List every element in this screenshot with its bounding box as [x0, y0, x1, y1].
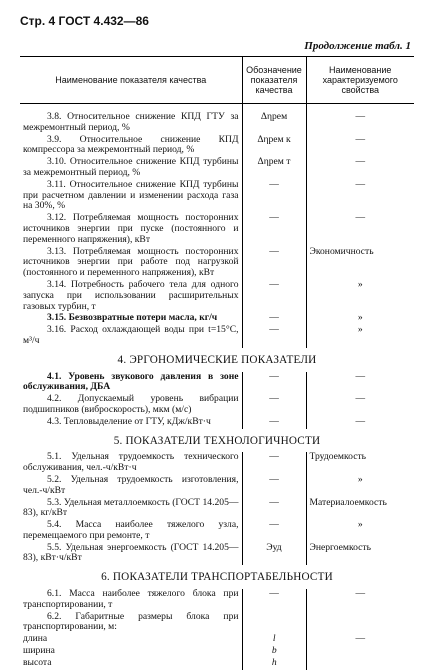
section-title: 5. ПОКАЗАТЕЛИ ТЕХНОЛОГИЧНОСТИ	[113, 434, 321, 447]
indicator-name: 3.9. Относительное снижение КПД компрессора за межремонтный период, %	[23, 133, 239, 156]
indicator-property: —	[306, 417, 414, 429]
indicator-property: »	[306, 325, 414, 348]
table-row	[20, 612, 414, 635]
indicator-property	[306, 658, 414, 670]
table-row	[20, 213, 414, 246]
indicator-name: 5.1. Удельная трудоемкость технического обслуживания, чел.-ч/кВт·ч	[23, 451, 239, 474]
page-header: Стр. 4 ГОСТ 4.432—86	[20, 14, 149, 28]
table-row	[20, 646, 414, 658]
indicator-name: 3.14. Потребность рабочего тела для одного запуска при использовании расширительных газовых турбин, т	[23, 278, 239, 312]
indicator-symbol: —	[242, 372, 306, 395]
section-title: 6. ПОКАЗАТЕЛИ ТРАНСПОРТАБЕЛЬНОСТИ	[101, 571, 333, 584]
indicator-name: 3.12. Потребляемая мощность посторонних источников энергии при пуске (постоянного и переменного напряжения), кВт	[23, 212, 239, 245]
table-row	[20, 247, 414, 280]
table-row	[20, 417, 414, 429]
indicator-property: Материалоемкость	[306, 498, 414, 521]
table-row	[20, 325, 414, 348]
table-continuation-label: Продолжение табл. 1	[304, 40, 411, 52]
table-row	[20, 452, 414, 475]
indicator-name: 6.2. Габаритные размеры блока при транспортировании, м:	[23, 610, 239, 633]
indicator-symbol: —	[242, 325, 306, 348]
column-header-property: Наименование характеризуемого свойства	[306, 57, 414, 104]
indicator-name: длина	[23, 633, 48, 645]
table-row	[20, 280, 414, 313]
indicator-property: »	[306, 313, 414, 325]
indicator-property: Энергоемкость	[306, 543, 414, 566]
quality-indicators-table	[20, 56, 414, 670]
table-header-row	[20, 57, 414, 104]
indicator-symbol: —	[242, 417, 306, 429]
indicator-name: 4.1. Уровень звукового давления в зоне обслуживания, ДБА	[23, 370, 239, 393]
column-header-symbol: Обозначение показателя качества	[242, 57, 306, 104]
table-row	[20, 634, 414, 646]
indicator-property: Экономичность	[306, 247, 414, 280]
section-title: 4. ЭРГОНОМИЧЕСКИЕ ПОКАЗАТЕЛИ	[117, 353, 317, 366]
indicator-symbol: —	[242, 394, 306, 417]
indicator-symbol: —	[242, 498, 306, 521]
indicator-property: »	[306, 280, 414, 313]
section-heading-row	[20, 565, 414, 589]
table-row	[20, 394, 414, 417]
indicator-name: 3.13. Потребляемая мощность посторонних источников энергии при работе под нагрузкой (постоянного и переменного напряжения), кВт	[23, 245, 239, 279]
indicator-name: 3.15. Безвозвратные потери масла, кг/ч	[47, 312, 218, 324]
indicator-name: 3.8. Относительное снижение КПД ГТУ за межремонтный период, %	[23, 111, 239, 133]
indicator-symbol: —	[242, 213, 306, 246]
indicator-name: 3.11. Относительное снижение КПД турбины при расчетном давлении и изменении расхода газа на 30%, %	[23, 178, 239, 212]
indicator-symbol: —	[242, 280, 306, 313]
indicator-name: 6.1. Масса наиболее тяжелого блока при транспортировании, т	[23, 588, 239, 610]
indicator-property	[306, 646, 414, 658]
table-row	[20, 157, 414, 180]
indicator-property: —	[306, 634, 414, 646]
section-heading-row	[20, 348, 414, 372]
table-row	[20, 475, 414, 498]
indicator-symbol: —	[242, 475, 306, 498]
indicator-symbol: —	[242, 589, 306, 612]
indicator-property: »	[306, 475, 414, 498]
indicator-property: —	[306, 372, 414, 395]
indicator-property: —	[306, 135, 414, 158]
indicator-symbol: —	[242, 452, 306, 475]
indicator-symbol: —	[242, 313, 306, 325]
indicator-name: 5.3. Удельная металлоемкость (ГОСТ 14.205—83), кг/кВт	[23, 496, 239, 519]
indicator-property	[306, 612, 414, 635]
indicator-symbol: —	[242, 520, 306, 543]
indicator-symbol: Δηрем т	[242, 157, 306, 180]
indicator-property: —	[306, 157, 414, 180]
indicator-property: —	[306, 180, 414, 213]
table-row	[20, 543, 414, 566]
indicator-name: 3.10. Относительное снижение КПД турбины за межремонтный период, %	[23, 156, 239, 178]
column-header-name: Наименование показателя качества	[20, 57, 242, 104]
indicator-symbol: l	[242, 634, 306, 646]
table-row	[20, 180, 414, 213]
indicator-symbol: —	[242, 247, 306, 280]
table-body	[20, 104, 414, 670]
table-row	[20, 104, 414, 135]
indicator-name: 4.3. Тепловыделение от ГТУ, кДж/кВт·ч	[47, 415, 211, 427]
table-row	[20, 658, 414, 670]
indicator-name: 5.2. Удельная трудоемкость изготовления, чел.-ч/кВт	[23, 473, 239, 496]
indicator-name: 5.5. Удельная энергоемкость (ГОСТ 14.205—83), кВт·ч/кВт	[23, 541, 239, 564]
indicator-name: 3.16. Расход охлаждающей воды при t=15°C, м³/ч	[23, 324, 239, 346]
indicator-property: Трудоемкость	[306, 452, 414, 475]
indicator-symbol: Δηрем к	[242, 135, 306, 158]
indicator-property: —	[306, 589, 414, 612]
indicator-symbol: Эуд	[242, 543, 306, 566]
table-row	[20, 498, 414, 521]
indicator-name: 5.4. Масса наиболее тяжелого узла, перемещаемого при ремонте, т	[23, 519, 239, 541]
indicator-symbol: Δηрем	[242, 104, 306, 135]
indicator-symbol: —	[242, 180, 306, 213]
indicator-symbol: b	[242, 646, 306, 658]
indicator-property: —	[306, 213, 414, 246]
indicator-property: —	[306, 394, 414, 417]
indicator-name: ширина	[23, 645, 55, 657]
indicator-property: »	[306, 520, 414, 543]
indicator-property: —	[306, 104, 414, 135]
indicator-name: 4.2. Допускаемый уровень вибрации подшипников (виброскорость), мкм (м/с)	[23, 393, 239, 415]
section-heading-row	[20, 429, 414, 453]
table-row	[20, 135, 414, 158]
indicator-symbol	[242, 612, 306, 635]
table-row	[20, 589, 414, 612]
indicator-name: высота	[23, 656, 52, 668]
table-row	[20, 372, 414, 395]
table-row	[20, 520, 414, 543]
indicator-symbol: h	[242, 658, 306, 670]
